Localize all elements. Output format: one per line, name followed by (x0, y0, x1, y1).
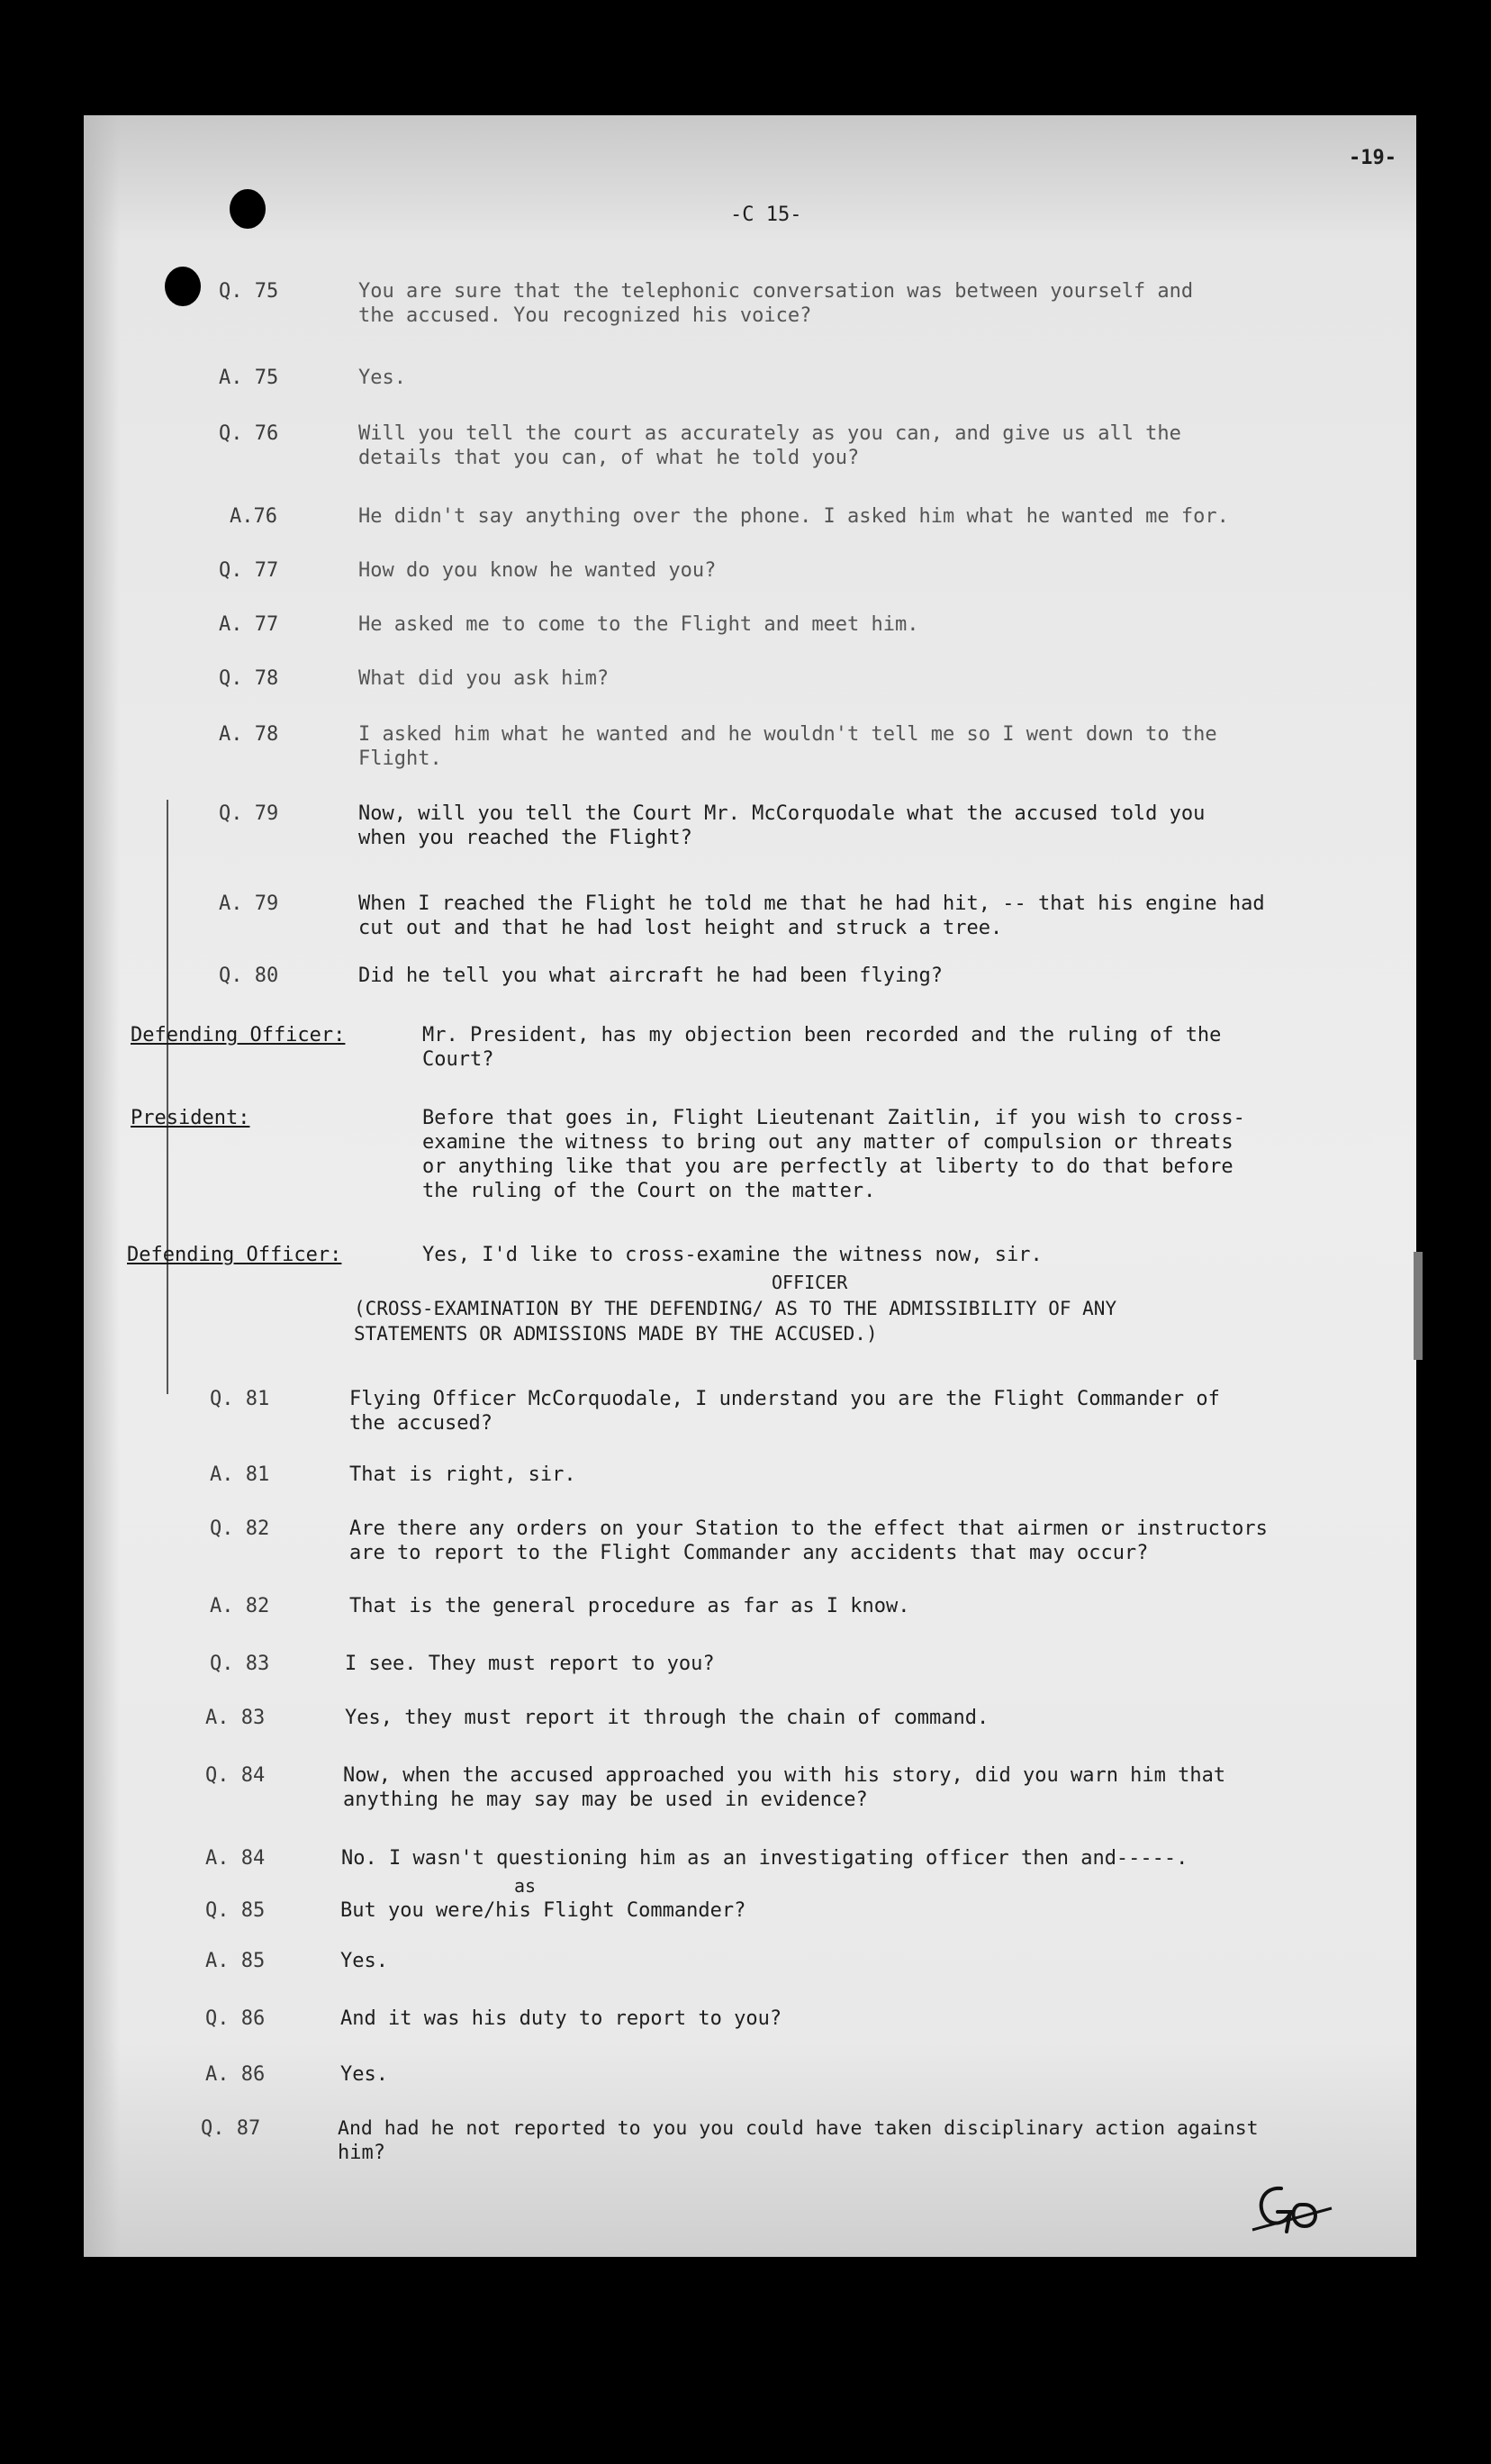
qa-label: A. 84 (205, 1847, 266, 1870)
qa-line: Yes. (340, 2063, 388, 2086)
qa-line: anything he may say may be used in evidence? (343, 1789, 868, 1811)
qa-line: details that you can, of what he told you? (358, 447, 860, 469)
qa-label: Q. 79 (219, 802, 279, 825)
qa-label: A. 86 (205, 2063, 266, 2086)
qa-label: A. 81 (210, 1463, 270, 1486)
qa-label: Q. 80 (219, 965, 279, 987)
qa-label: Q. 78 (219, 667, 279, 690)
qa-line: You are sure that the telephonic conversation was between yourself and (358, 280, 1194, 303)
qa-line: That is right, sir. (349, 1463, 576, 1486)
qa-line: He didn't say anything over the phone. I asked him what he wanted me for. (358, 505, 1229, 528)
cross-exam-line: (CROSS-EXAMINATION BY THE DEFENDING/ AS TO THE ADMISSIBILITY OF ANY (354, 1298, 1117, 1319)
qa-label: Q. 85 (205, 1899, 266, 1922)
speech-line: Before that goes in, Flight Lieutenant Zaitlin, if you wish to cross- (422, 1107, 1245, 1129)
qa-label: A. 78 (219, 723, 279, 746)
speaker-label: Defending Officer: (131, 1024, 346, 1046)
qa-line: I see. They must report to you? (345, 1653, 715, 1675)
qa-line: Yes. (358, 367, 406, 389)
qa-line: That is the general procedure as far as I know. (349, 1595, 910, 1617)
punch-hole-top (230, 189, 266, 229)
qa-line: And it was his duty to report to you? (340, 2007, 782, 2030)
qa-line: No. I wasn't questioning him as an investigating officer then and-----. (341, 1847, 1188, 1870)
speech-line: examine the witness to bring out any matter of compulsion or threats (422, 1131, 1233, 1154)
qa-label: Q. 77 (219, 559, 279, 582)
margin-line (167, 800, 168, 1394)
qa-line: But you were/his Flight Commander? (340, 1899, 746, 1922)
qa-label: Q. 82 (210, 1517, 270, 1540)
qa-line: What did you ask him? (358, 667, 610, 690)
qa-label: A.76 (230, 505, 277, 528)
qa-label: A. 75 (219, 367, 279, 389)
qa-label: Q. 87 (201, 2117, 261, 2140)
qa-label: A. 82 (210, 1595, 270, 1617)
qa-label: A. 85 (205, 1950, 266, 1972)
qa-line: when you reached the Flight? (358, 827, 692, 849)
qa-label: Q. 86 (205, 2007, 266, 2030)
qa-line: Did he tell you what aircraft he had been flying? (358, 965, 944, 987)
qa-line: cut out and that he had lost height and struck a tree. (358, 917, 1003, 939)
speech-line: Yes, I'd like to cross-examine the witness now, sir. (422, 1244, 1043, 1266)
qa-line: How do you know he wanted you? (358, 559, 717, 582)
inserted-word: as (514, 1875, 537, 1897)
qa-line: Yes. (340, 1950, 388, 1972)
qa-line: the accused? (349, 1412, 492, 1435)
document-code: -C 15- (730, 204, 802, 226)
cross-exam-line: STATEMENTS OR ADMISSIONS MADE BY THE ACCUSED.) (354, 1323, 878, 1345)
qa-line: When I reached the Flight he told me that he had hit, -- that his engine had (358, 892, 1265, 915)
qa-label: Q. 76 (219, 422, 279, 445)
qa-line: are to report to the Flight Commander any accidents that may occur? (349, 1542, 1149, 1564)
qa-label: A. 77 (219, 613, 279, 636)
speaker-label: President: (131, 1107, 250, 1129)
qa-label: A. 83 (205, 1707, 266, 1729)
scan-edge-mark (1414, 1252, 1423, 1360)
qa-label: A. 79 (219, 892, 279, 915)
punch-hole-side (165, 267, 201, 306)
qa-line: He asked me to come to the Flight and meet him. (358, 613, 919, 636)
speaker-label: Defending Officer: (127, 1244, 342, 1266)
speech-line: or anything like that you are perfectly at liberty to do that before (422, 1155, 1233, 1178)
qa-label: Q. 84 (205, 1764, 266, 1787)
qa-label: Q. 75 (219, 280, 279, 303)
page-number: -19- (1349, 147, 1396, 169)
qa-line: I asked him what he wanted and he wouldn't tell me so I went down to the (358, 723, 1217, 746)
speech-line: Court? (422, 1048, 494, 1071)
qa-line: the accused. You recognized his voice? (358, 304, 812, 327)
qa-label: Q. 81 (210, 1388, 270, 1410)
qa-line: Flight. (358, 747, 442, 770)
qa-line: Now, will you tell the Court Mr. McCorquodale what the accused told you (358, 802, 1206, 825)
qa-line: Now, when the accused approached you with his story, did you warn him that (343, 1764, 1226, 1787)
qa-label: Q. 83 (210, 1653, 270, 1675)
handwritten-initials (1245, 2178, 1344, 2241)
qa-line: Flying Officer McCorquodale, I understand you are the Flight Commander of (349, 1388, 1220, 1410)
inserted-word: OFFICER (772, 1272, 848, 1293)
qa-line: Yes, they must report it through the chain of command. (345, 1707, 989, 1729)
speech-line: the ruling of the Court on the matter. (422, 1180, 876, 1202)
qa-line: Will you tell the court as accurately as you can, and give us all the (358, 422, 1181, 445)
qa-line: him? (338, 2142, 385, 2164)
document-page (84, 115, 1416, 2257)
qa-line: And had he not reported to you you could have taken disciplinary action against (338, 2117, 1259, 2140)
qa-line: Are there any orders on your Station to the effect that airmen or instructors (349, 1517, 1268, 1540)
speech-line: Mr. President, has my objection been recorded and the ruling of the (422, 1024, 1222, 1046)
